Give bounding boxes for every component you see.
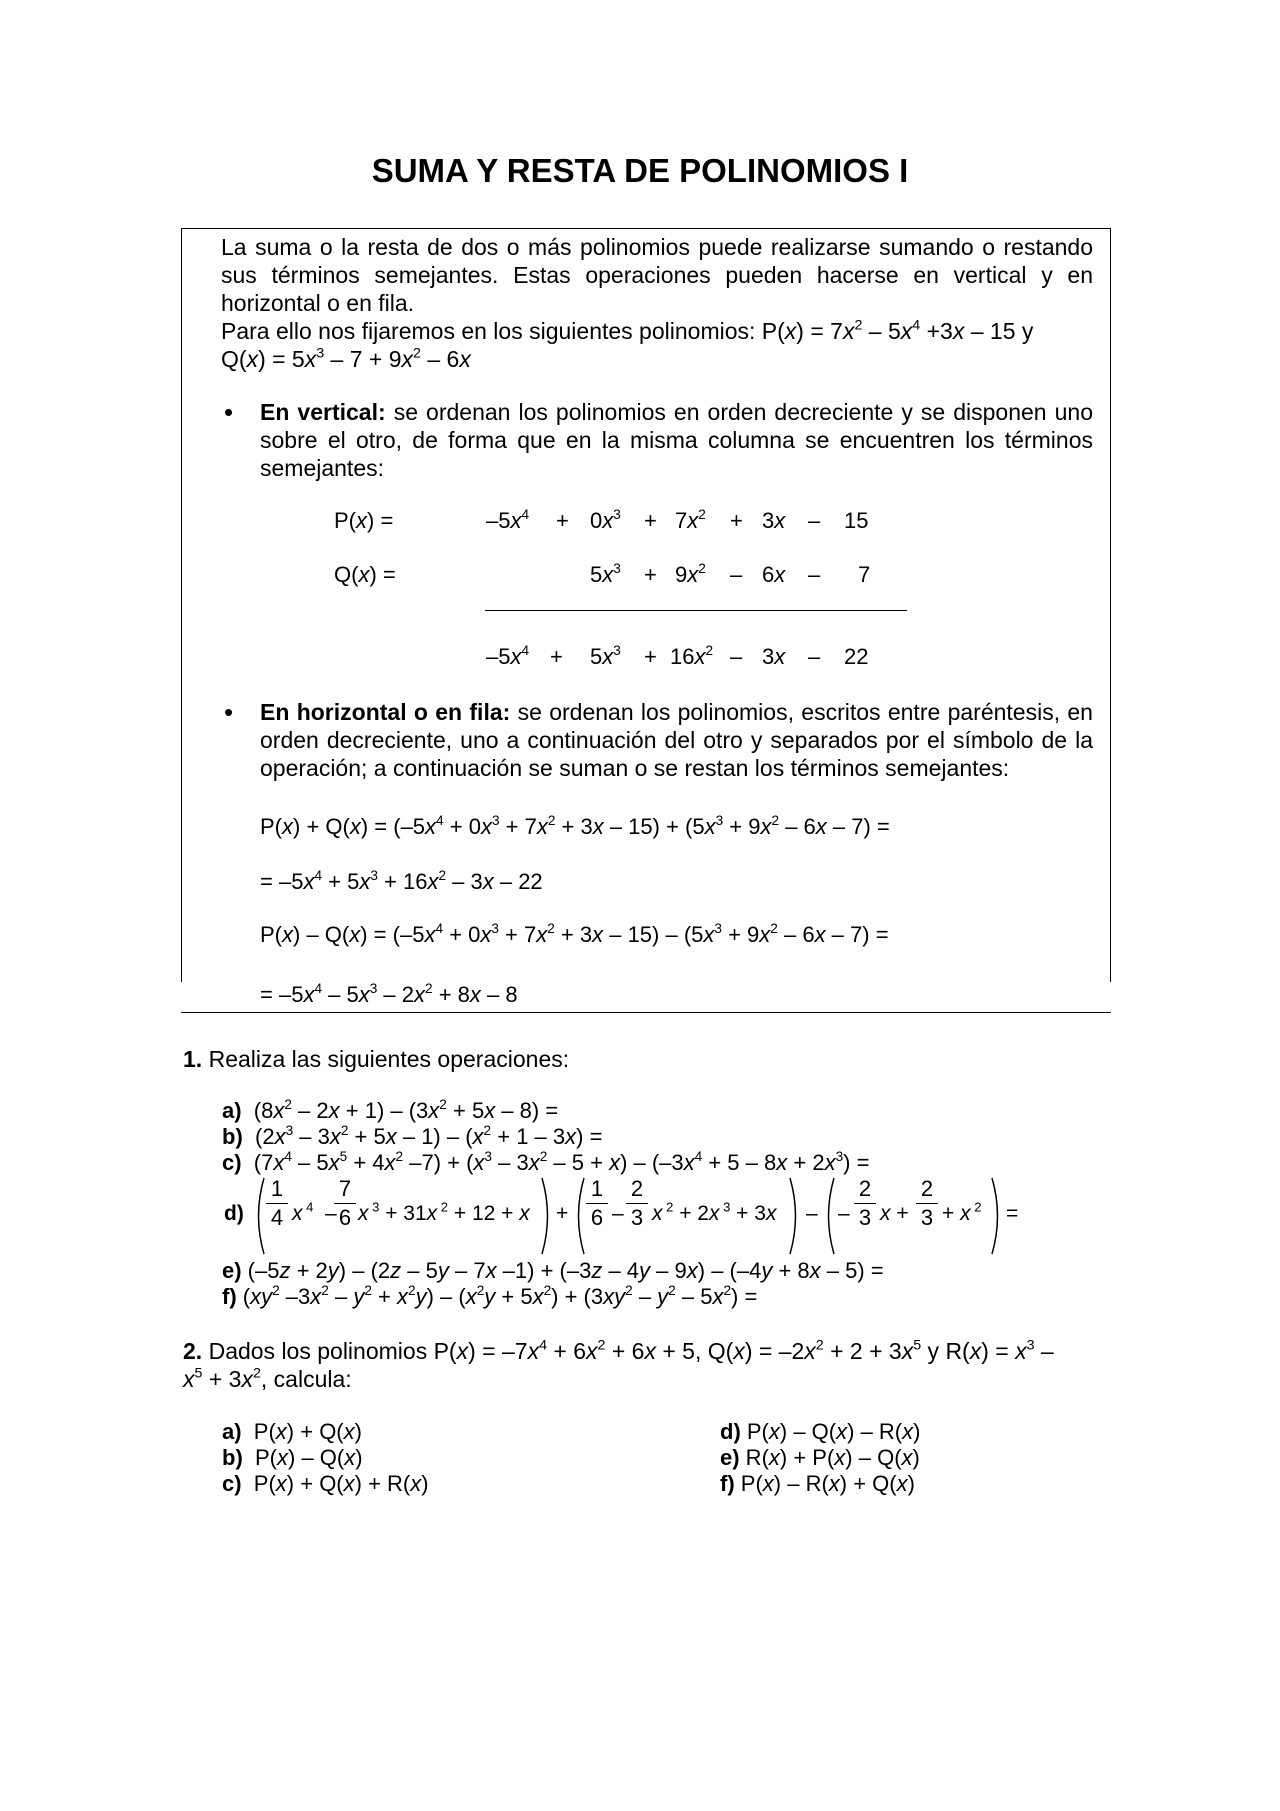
sum-op: – (730, 644, 743, 669)
q-term: $9x^2$ (675, 561, 706, 587)
q-term: 6x (762, 562, 786, 587)
exercise-1d-label: d) (224, 1202, 244, 1225)
section-divider (181, 1012, 1111, 1013)
q-op: – (730, 562, 743, 587)
horizontal-explanation: En horizontal o en fila: se ordenan los polinomios, escritos entre paréntesis, en orden decreciente, uno a continuación del otro y separados por el símbolo de la operación; a continuación se suman o se restan los términos semejantes: (260, 699, 1093, 781)
sum-term: $-5x^4$ (486, 643, 530, 669)
sum-term: $16x^2$ (670, 643, 714, 669)
right-paren-icon (540, 1176, 554, 1256)
left-paren-icon (252, 1176, 266, 1256)
exercise-2a: a) P(x) + Q(x) (222, 1419, 362, 1444)
exercise-2-prompt: 2. Dados los polinomios $P(x) = -7x^4 + 6x^2 + 6x + 5$, $Q(x) = -2x^2 + 2 + 3x^5$ y $R(x) = x^3$ – (183, 1337, 1054, 1364)
sum-rule (485, 610, 907, 611)
right-paren-icon (990, 1176, 1004, 1256)
p-term: $0x^3$ (590, 507, 621, 533)
exercise-2f: f) P(x) – R(x) + Q(x) (720, 1471, 915, 1496)
fraction: 1 6 (586, 1176, 608, 1231)
fraction: 7 6 (334, 1176, 356, 1231)
intro-paragraph: La suma o la resta de dos o más polinomios puede realizarse sumando o restando sus términos semejantes. Estas operaciones pueden hacerse en vertical y en horizontal o en fila. (221, 234, 1093, 316)
left-paren-icon (572, 1176, 586, 1256)
q-term: $5x^3$ (590, 561, 621, 587)
p-term: $7x^2$ (675, 507, 706, 533)
p-term: 3x (762, 508, 786, 533)
exercise-1e: e) (–5z + 2y) – (2z – 5y – 7x –1) + (–3z – 4y – 9x) – (–4y + 8x – 5) = (222, 1258, 884, 1283)
p-op: + (730, 508, 743, 533)
exercise-1f: f) ($xy^2$ $-3x^2 - y^2 + x^2y) - (x^2y + 5x^2) + (3xy^2 - y^2 - 5x^2)$ = (222, 1283, 758, 1309)
right-paren-icon (788, 1176, 802, 1256)
fraction: 2 3 (626, 1176, 648, 1231)
horizontal-sum-line: $P(x) + Q(x) = (-5x^4 + 0x^3 + 7x^2 + 3x - 15) + (5x^3 + 9x^2 - 6x - 7)$ = (260, 813, 890, 839)
fraction: 2 3 (916, 1176, 938, 1231)
p-term: $-5x^4$ (486, 507, 530, 533)
left-paren-icon (822, 1176, 836, 1256)
intro-polynomials: Para ello nos fijaremos en los siguientes polinomios: $P(x) = 7x^2 - 5x^4 +3x - 15$ y (221, 317, 1034, 344)
exercise-1a: a) $(8x^2 - 2x + 1) - (3x^2 + 5x - 8)$ = (222, 1097, 559, 1123)
p-op: + (644, 508, 657, 533)
q-term: 7 (858, 562, 871, 587)
exercise-1-prompt: 1. Realiza las siguientes operaciones: (183, 1046, 570, 1072)
sum-op: – (808, 644, 821, 669)
p-op: + (556, 508, 569, 533)
exercise-1b: b) $(2x^3 - 3x^2 + 5x - 1) - (x^2 + 1 - 3x)$ = (222, 1123, 603, 1149)
bullet-icon: • (224, 397, 234, 427)
exercise-2e: e) R(x) + P(x) – Q(x) (720, 1445, 920, 1470)
p-term: 15 (844, 508, 869, 533)
intro-q-definition: $Q(x) = 5x^3 - 7 + 9x^2 - 6x$ (221, 345, 471, 372)
p-op: – (808, 508, 821, 533)
vertical-p-label: P(x) = (334, 508, 394, 533)
fraction: 2 3 (854, 1176, 876, 1231)
exercise-2d: d) P(x) – Q(x) – R(x) (720, 1419, 921, 1444)
exercise-2b: b) P(x) – Q(x) (222, 1445, 363, 1470)
exercise-1c: c) ($7x^4 - 5x^5 + 4x^2$ $-7) + (x^3 - 3x^2 - 5 + x) - (-3x^4 + 5 - 8x + 2x^3)$ = (222, 1149, 870, 1175)
vertical-q-label: Q(x) = (334, 562, 396, 587)
page-title: SUMA Y RESTA DE POLINOMIOS I (371, 152, 909, 189)
sum-term: 22 (844, 644, 869, 669)
sum-term: $5x^3$ (590, 643, 621, 669)
exercise-2-prompt-cont: $x^5 + 3x^2$, calcula: (183, 1365, 352, 1392)
q-op: + (644, 562, 657, 587)
horizontal-diff-line: $P(x) - Q(x) = (-5x^4 + 0x^3 + 7x^2 + 3x - 15) - (5x^3 + 9x^2 - 6x - 7)$ = (260, 921, 889, 947)
q-op: – (808, 562, 821, 587)
vertical-explanation: En vertical: se ordenan los polinomios en orden decreciente y se disponen uno sobre el otro, de forma que en la misma columna se encuentren los términos semejantes: (260, 399, 1094, 481)
sum-op: + (644, 644, 657, 669)
bullet-icon: • (224, 697, 234, 727)
horizontal-diff-result: = $-5x^4 - 5x^3 - 2x^2 + 8x - 8$ (260, 981, 518, 1007)
horizontal-sum-result: = $-5x^4 + 5x^3 + 16x^2 - 3x - 22$ (260, 868, 543, 894)
exercise-2c: c) P(x) + Q(x) + R(x) (222, 1471, 429, 1496)
exercise-1d: d) 1 4 x $^4$ – 7 6 x $^3$ + 31x $^2$ + 12 + x + 1 6 – 2 3 x $^2$ + 2x $^3$ + 3x – – 2 3 x + 2 3 + x $^2$ = (222, 1176, 1022, 1256)
sum-op: + (550, 644, 563, 669)
sum-term: 3x (762, 644, 786, 669)
fraction: 1 4 (266, 1176, 288, 1231)
